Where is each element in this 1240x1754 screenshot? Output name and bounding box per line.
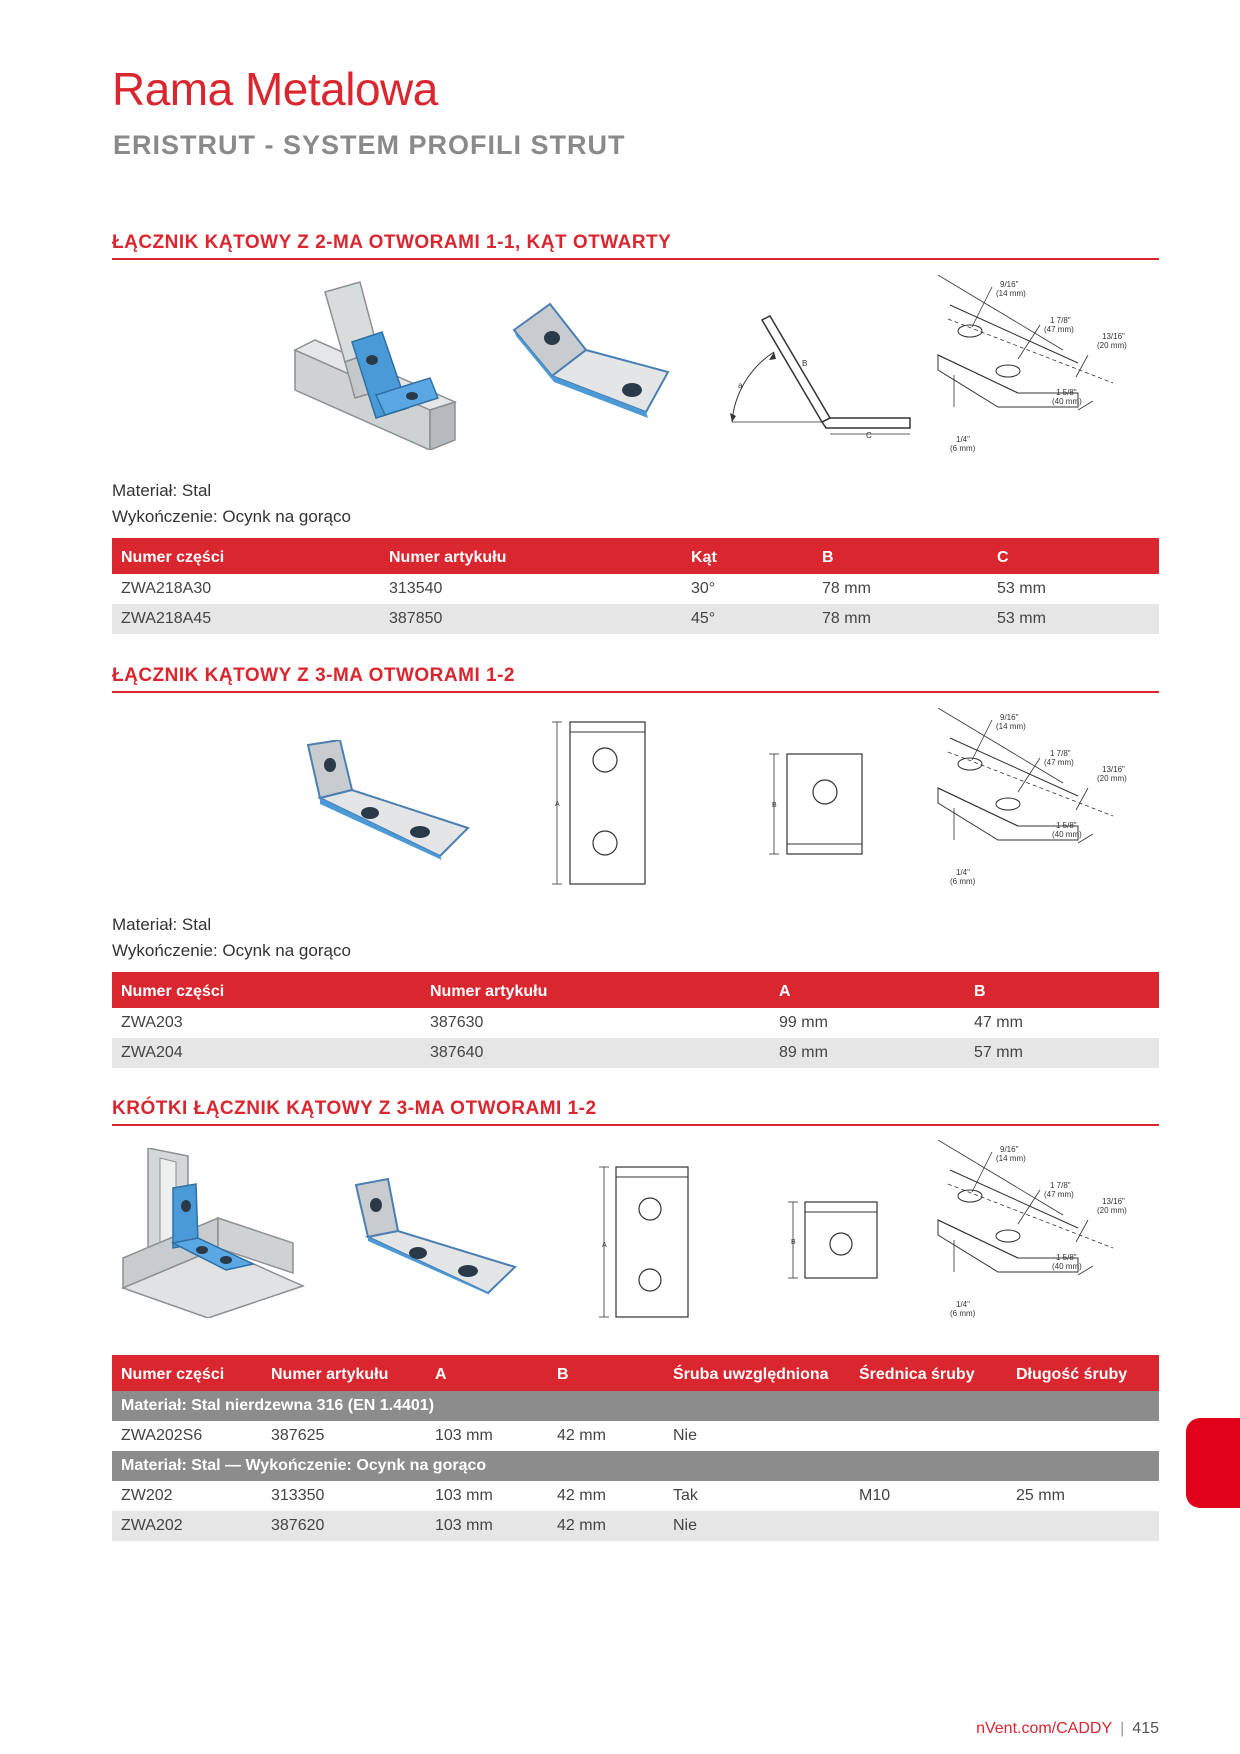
col-header: B — [813, 538, 988, 574]
cell — [1007, 1421, 1159, 1451]
table-row — [112, 1421, 1159, 1451]
cell: M10 — [859, 1487, 891, 1504]
page-number: 415 — [1132, 1720, 1159, 1737]
dim-label-d4: 1 5/8" — [1056, 1253, 1077, 1262]
photo-short-bracket-assembly — [118, 1148, 308, 1318]
cell: 42 mm — [557, 1427, 606, 1444]
label-dimension-a: A — [602, 1242, 607, 1249]
cell: 42 mm — [557, 1487, 606, 1504]
dim-label-d4mm: (40 mm) — [1052, 830, 1082, 839]
dim-label-d1: 9/16" — [1000, 1145, 1019, 1154]
dim-label-d5: 1/4" — [956, 868, 970, 877]
table-row — [112, 1038, 1159, 1068]
spec-table-1 — [112, 538, 1159, 634]
dim-label-d1mm: (14 mm) — [996, 289, 1026, 298]
section-title-2: ŁĄCZNIK KĄTOWY Z 3-MA OTWORAMI 1-2 — [112, 665, 1159, 693]
photo-short-angle-bracket — [350, 1175, 520, 1295]
drawing-side-view-a — [550, 718, 650, 888]
dim-label-d4mm: (40 mm) — [1052, 397, 1082, 406]
label-dimension-c: C — [866, 431, 872, 440]
drawing-hole-spacing-1 — [928, 275, 1138, 460]
dim-label-d5: 1/4" — [956, 435, 970, 444]
col-header: Długość śruby — [1007, 1355, 1159, 1391]
photo-bracket-on-channel-open-angle — [290, 280, 470, 450]
cell: 313540 — [389, 580, 443, 597]
table-header-row — [112, 1355, 1159, 1391]
cell: Nie — [664, 1511, 850, 1541]
footer-site-link[interactable]: nVent.com/CADDY — [976, 1720, 1113, 1737]
dim-label-d2: 1 7/8" — [1050, 749, 1071, 758]
label-dimension-b: B — [791, 1239, 796, 1246]
cell: ZWA204 — [112, 1038, 421, 1068]
drawing-short-side-view-b — [785, 1200, 885, 1282]
drawing-hole-spacing-2 — [928, 708, 1138, 893]
cell: 99 mm — [779, 1014, 828, 1031]
cell: 47 mm — [974, 1014, 1023, 1031]
dim-label-d1: 9/16" — [1000, 713, 1019, 722]
cell: ZWA218A30 — [121, 580, 212, 597]
table-row — [112, 574, 1159, 604]
dim-label-d1: 9/16" — [1000, 280, 1019, 289]
section-1-material-info — [112, 478, 351, 530]
dim-label-d4: 1 5/8" — [1056, 388, 1077, 397]
dim-label-d5mm: (6 mm) — [950, 877, 976, 886]
col-header: Numer części — [112, 1355, 262, 1391]
cell: 103 mm — [435, 1427, 493, 1444]
table-row — [112, 1511, 1159, 1541]
cell: 387630 — [430, 1014, 484, 1031]
cell: 89 mm — [770, 1038, 965, 1068]
table-row — [112, 1008, 1159, 1038]
section-title-3: KRÓTKI ŁĄCZNIK KĄTOWY Z 3-MA OTWORAMI 1-2 — [112, 1098, 1159, 1126]
finish-text: Wykończenie: Ocynk na gorąco — [112, 941, 351, 960]
cell — [850, 1511, 1007, 1541]
col-header: A — [770, 972, 965, 1008]
col-header: Średnica śruby — [850, 1355, 1007, 1391]
table-group-row — [112, 1451, 1159, 1481]
group-label: Materiał: Stal — Wykończenie: Ocynk na gorąco — [112, 1451, 1159, 1481]
label-dimension-a: A — [555, 801, 560, 808]
section-2-material-info — [112, 912, 351, 964]
col-header: Numer artykułu — [421, 972, 770, 1008]
col-header: Numer części — [112, 538, 380, 574]
col-header: Numer artykułu — [262, 1355, 426, 1391]
cell: 103 mm — [426, 1511, 548, 1541]
cell — [1007, 1511, 1159, 1541]
col-header: B — [965, 972, 1159, 1008]
col-header: Numer części — [112, 972, 421, 1008]
finish-text: Wykończenie: Ocynk na gorąco — [112, 507, 351, 526]
label-dimension-b: B — [802, 359, 808, 368]
dim-label-d4: 1 5/8" — [1056, 821, 1077, 830]
dim-label-d1mm: (14 mm) — [996, 722, 1026, 731]
page-subtitle: ERISTRUT - SYSTEM PROFILI STRUT — [113, 130, 626, 160]
photo-open-angle-bracket — [508, 300, 678, 430]
cell: 53 mm — [997, 580, 1046, 597]
col-header: C — [988, 538, 1159, 574]
dim-label-d1mm: (14 mm) — [996, 1154, 1026, 1163]
dim-label-d5mm: (6 mm) — [950, 444, 976, 453]
dim-label-d2mm: (47 mm) — [1044, 1190, 1074, 1199]
col-header: A — [426, 1355, 548, 1391]
dim-label-d2: 1 7/8" — [1050, 1181, 1071, 1190]
cell: 53 mm — [988, 604, 1159, 634]
cell: 42 mm — [548, 1511, 664, 1541]
col-header: B — [548, 1355, 664, 1391]
dim-label-d2mm: (47 mm) — [1044, 758, 1074, 767]
dim-label-d5mm: (6 mm) — [950, 1309, 976, 1318]
spec-table-3 — [112, 1355, 1159, 1541]
label-angle-a: a — [738, 381, 743, 390]
cell: 103 mm — [435, 1487, 493, 1504]
cell: ZWA202S6 — [121, 1427, 203, 1444]
footer-separator: | — [1120, 1720, 1125, 1737]
table-group-row — [112, 1391, 1159, 1421]
section-title-1: ŁĄCZNIK KĄTOWY Z 2-MA OTWORAMI 1-1, KĄT OTWARTY — [112, 232, 1159, 260]
cell: 30° — [691, 580, 716, 597]
col-header: Numer artykułu — [380, 538, 682, 574]
dim-label-d3mm: (20 mm) — [1097, 341, 1127, 350]
spec-table-2 — [112, 972, 1159, 1068]
page-title: Rama Metalowa — [112, 63, 438, 115]
dim-label-d3: 13/16" — [1102, 1197, 1125, 1206]
cell: ZWA203 — [121, 1014, 183, 1031]
cell: 387625 — [271, 1427, 325, 1444]
material-text: Materiał: Stal — [112, 481, 212, 500]
chapter-tab — [1186, 1418, 1240, 1508]
cell: 45° — [682, 604, 813, 634]
dim-label-d4mm: (40 mm) — [1052, 1262, 1082, 1271]
table-header-row — [112, 972, 1159, 1008]
table-row — [112, 604, 1159, 634]
dim-label-d2: 1 7/8" — [1050, 316, 1071, 325]
cell: 57 mm — [965, 1038, 1159, 1068]
dim-label-d2mm: (47 mm) — [1044, 325, 1074, 334]
col-header: Kąt — [682, 538, 813, 574]
cell: 313350 — [271, 1487, 325, 1504]
cell: Nie — [673, 1427, 698, 1444]
group-label: Materiał: Stal nierdzewna 316 (EN 1.4401) — [112, 1391, 1159, 1421]
cell: 387640 — [421, 1038, 770, 1068]
drawing-side-view-b — [765, 750, 870, 860]
dim-label-d3: 13/16" — [1102, 332, 1125, 341]
drawing-hole-spacing-3 — [928, 1140, 1138, 1325]
label-dimension-b: B — [772, 802, 777, 809]
cell: 387620 — [262, 1511, 426, 1541]
cell: 78 mm — [813, 604, 988, 634]
photo-angle-bracket-3-holes — [300, 740, 475, 860]
material-text: Materiał: Stal — [112, 915, 212, 934]
cell: ZWA218A45 — [112, 604, 380, 634]
cell — [850, 1421, 1007, 1451]
table-header-row — [112, 538, 1159, 574]
col-header: Śruba uwzględniona — [664, 1355, 850, 1391]
cell: ZWA202 — [112, 1511, 262, 1541]
cell: Tak — [673, 1487, 698, 1504]
dim-label-d3mm: (20 mm) — [1097, 774, 1127, 783]
drawing-open-angle-dimensions — [722, 310, 922, 450]
dim-label-d3: 13/16" — [1102, 765, 1125, 774]
cell: ZW202 — [121, 1487, 173, 1504]
page-footer — [976, 1720, 1159, 1738]
cell: 25 mm — [1016, 1487, 1065, 1504]
dim-label-d5: 1/4" — [956, 1300, 970, 1309]
cell: 387850 — [380, 604, 682, 634]
drawing-short-side-view-a — [598, 1165, 698, 1320]
dim-label-d3mm: (20 mm) — [1097, 1206, 1127, 1215]
cell: 78 mm — [822, 580, 871, 597]
table-row — [112, 1481, 1159, 1511]
